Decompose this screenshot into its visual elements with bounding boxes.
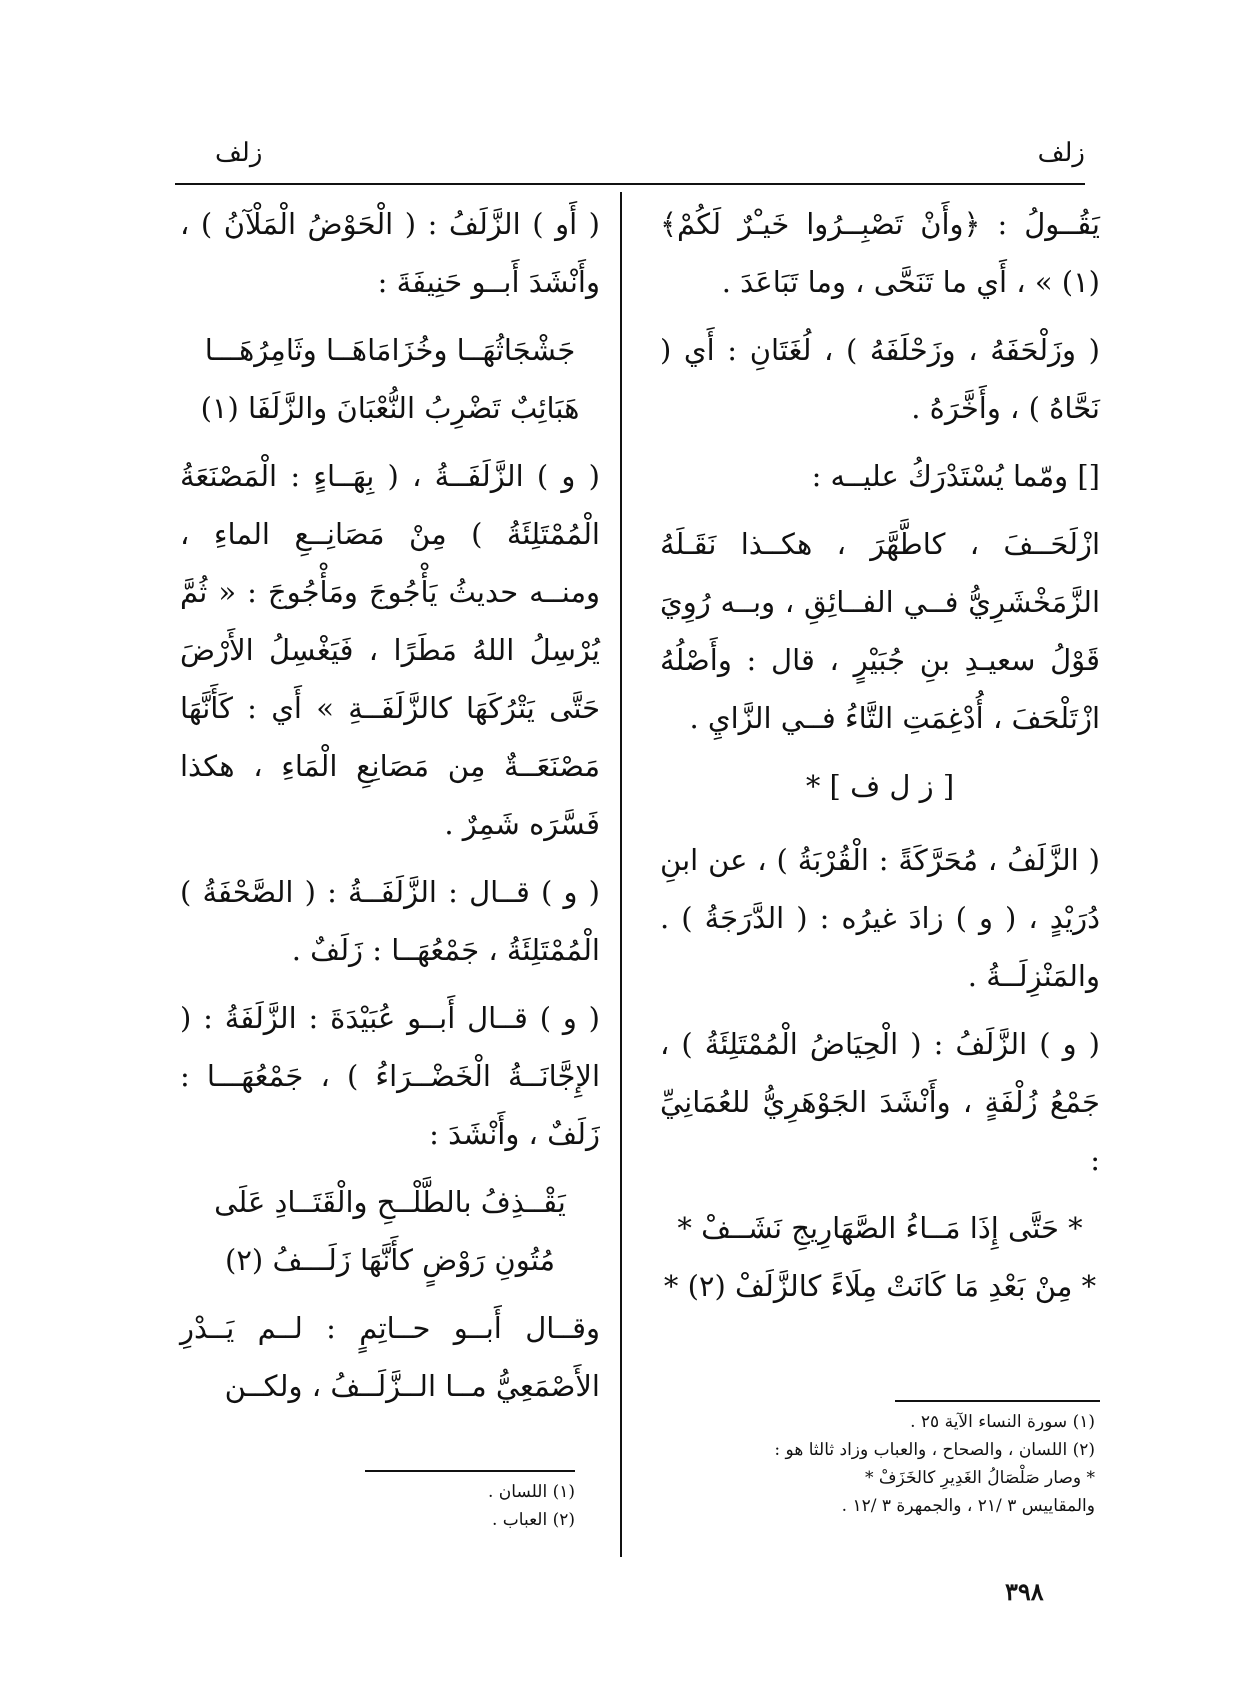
right-paragraph-1: يَقُــولُ : ﴿وأَنْ تَصْبِــرُوا خَيـْرٌ لَكُمْ﴾ (١) » ، أَي ما تَنَحَّى ، وما تَبَاعَدَ . xyxy=(660,207,1100,299)
right-verse-line-1: * حَتَّى إِذَا مَــاءُ الصَّهَارِيجِ نَشَــفْ * xyxy=(677,1211,1083,1245)
left-paragraph-3: ( و ) قــال : الزَّلَفَــةُ : ( الصَّحْفَةُ ) الْمُمْتَلِئَةُ ، جَمْعُهَــا : زَلَفٌ . xyxy=(180,875,600,967)
column-divider xyxy=(620,192,622,1557)
running-header-left: زلف xyxy=(215,138,263,168)
right-verse xyxy=(660,1199,1100,1315)
right-paragraph-2: ( وزَلْحَفَهُ ، وزَحْلَفَهُ ) ، لُغَتَانِ : أَي ( نَحَّاهُ ) ، وأَخَّرَهُ . xyxy=(660,333,1100,425)
footnote-right-3: * وصار صَلْصَالُ الغَدِيرِ كالخَزَفْ * xyxy=(865,1468,1095,1488)
left-verse-2 xyxy=(180,1173,600,1289)
entry-heading: [ ز ل ف ] * xyxy=(805,769,955,803)
right-paragraph-6: ( و ) الزَّلَفُ : ( الْحِيَاضُ الْمُمْتَلِئَةُ ) ، جَمْعُ زُلْفَةٍ ، وأَنْشَدَ الجَوْهَرِيُّ للعُمَانِيِّ : xyxy=(660,1027,1100,1177)
footnotes-right xyxy=(655,1408,1095,1520)
left-paragraph-1: ( أَو ) الزَّلَفُ : ( الْحَوْضُ الْمَلْآنُ ) ، وأَنْشَدَ أَبــو حَنِيفَةَ : xyxy=(180,207,600,299)
left-paragraph-4: ( و ) قــال أَبــو عُبَيْدَةَ : الزَّلَفَةُ : ( الإِجَّانَــةُ الْخَضْــرَاءُ ) ، جَمْعُهَـــا : زَلَفٌ ، وأَنْشَدَ : xyxy=(180,1001,601,1151)
left-verse-1-line-1: جَشْجَاثُهَــا وخُزَامَاهَــا وثَامِرُهَـــا xyxy=(204,333,576,367)
right-verse-line-2: * مِنْ بَعْدِ مَا كَانَتْ مِلَاءً كالزَّلَفْ (٢) * xyxy=(663,1269,1097,1303)
left-verse-1-line-2: هَبَائِبٌ تَضْرِبُ النُّعْبَانَ والزَّلَفَا (١) xyxy=(200,391,580,425)
right-column xyxy=(660,195,1100,1325)
footnote-rule-right xyxy=(895,1400,1100,1402)
left-verse-2-line-1: يَقْــذِفُ بالطَّلْــحِ والْقَتَــادِ عَلَى xyxy=(214,1185,566,1219)
left-verse-2-line-2: مُتُونِ رَوْضٍ كأَنَّهَا زَلَـــفُ (٢) xyxy=(225,1243,555,1277)
left-column xyxy=(180,195,600,1425)
footnote-right-4: والمقاييس ٣ /٢١ ، والجمهرة ٣ /١٢ . xyxy=(841,1496,1095,1516)
running-header-right: زلف xyxy=(1037,138,1085,168)
left-paragraph-2: ( و ) الزَّلَفَــةُ ، ( بِهَــاءٍ : الْمَصْنَعَةُ الْمُمْتَلِئَةُ ) مِنْ مَصَانِــعِ الماءِ ، ومنــه حديثُ يَأْجُوجَ ومَأْجُوجَ : « ثُمَّ يُرْسِلُ اللهُ مَطَرًا ، فَيَغْسِلُ الأَرْضَ حَتَّى يَتْرُكَهَا كالزَّلَفَــةِ » أَي : كَأَنَّهَا مَصْنَعَــةٌ مِن مَصَانِعِ الْمَاءِ ، هكذا فَسَّرَه شَمِرٌ . xyxy=(180,459,600,841)
header-rule xyxy=(175,183,1085,185)
footnote-left-1: (١) اللسان . xyxy=(488,1482,575,1502)
right-paragraph-5: ( الزَّلَفُ ، مُحَرَّكَةً : الْقُرْبَةُ ) ، عن ابنِ دُرَيْدٍ ، ( و ) زادَ غيرُه : ( الدَّرَجَةُ ) . والمَنْزِلَــةُ . xyxy=(660,843,1100,993)
right-paragraph-4: ازْلَحَــفَ ، كاطَّهَّرَ ، هكــذا نَقَـلَهُ الزَّمَخْشَرِيُّ فــي الفــائِقِ ، وبــه رُوِيَ قَوْلُ سعيـدِ بنِ جُبَيْرٍ ، قال : وأَصْلُهُ ازْتَلْحَفَ ، أُدْغِمَتِ التَّاءُ فــي الزَّايِ . xyxy=(660,527,1100,735)
left-verse-1 xyxy=(180,321,600,437)
footnote-left-2: (٢) العباب . xyxy=(491,1510,575,1530)
left-paragraph-5: وقــال أَبــو حــاتِمٍ : لــم يَــدْرِ الأَصْمَعِيُّ مــا الــزَّلَــفُ ، ولكــن xyxy=(180,1311,600,1403)
footnotes-left xyxy=(365,1478,575,1534)
footnote-rule-left xyxy=(365,1470,575,1472)
page-number: ٣٩٨ xyxy=(1005,1577,1044,1606)
footnote-right-2: (٢) اللسان ، والصحاح ، والعباب وزاد ثالثا هو : xyxy=(774,1440,1095,1460)
right-paragraph-3: [] ومّما يُسْتَدْرَكُ عليــه : xyxy=(811,459,1100,493)
footnote-right-1: (١) سورة النساء الآية ٢٥ . xyxy=(910,1412,1095,1432)
